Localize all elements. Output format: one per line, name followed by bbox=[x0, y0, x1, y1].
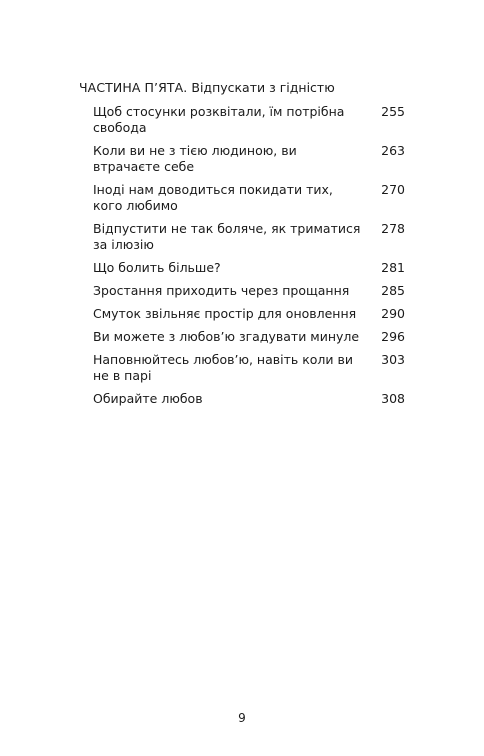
page-number: 9 bbox=[238, 711, 246, 725]
toc-entry-title: Зростання приходить через прощання bbox=[93, 283, 350, 298]
toc-entry bbox=[93, 260, 405, 276]
toc-entry bbox=[93, 143, 405, 175]
toc-entry-title: Що болить більше? bbox=[93, 260, 221, 275]
toc-entry-title: Смуток звільняє простір для оновлення bbox=[93, 306, 357, 321]
toc-entry bbox=[93, 329, 405, 345]
toc-entry-title: Іноді нам доводиться покидати тих, кого любимо bbox=[93, 182, 333, 213]
toc-entry-title: Ви можете з любов’ю згадувати минуле bbox=[93, 329, 360, 344]
toc-entry-title: Щоб стосунки розквітали, їм потрібна свобода bbox=[93, 104, 345, 135]
toc-entry-page: 263 bbox=[381, 143, 405, 158]
toc-entry-page: 303 bbox=[381, 352, 405, 367]
toc-entry-page: 281 bbox=[381, 260, 405, 275]
toc-entry-title: Наповнюйтесь любов’ю, навіть коли ви не в парі bbox=[93, 352, 353, 383]
toc-entry bbox=[93, 391, 405, 407]
toc-entry-title: Обирайте любов bbox=[93, 391, 203, 406]
toc-entry bbox=[93, 306, 405, 322]
toc-entry bbox=[93, 182, 405, 214]
toc-entry-page: 285 bbox=[381, 283, 405, 298]
toc-entry bbox=[93, 352, 405, 384]
toc-entry-title: Відпустити не так боляче, як триматися за ілюзію bbox=[93, 221, 361, 252]
part-heading bbox=[79, 80, 335, 96]
part-label: ЧАСТИНА П’ЯТА. bbox=[79, 80, 188, 95]
toc-entry bbox=[93, 283, 405, 299]
toc-entry bbox=[93, 221, 405, 253]
toc-entry-page: 278 bbox=[381, 221, 405, 236]
part-title: Відпускати з гідністю bbox=[191, 80, 335, 95]
toc-entry-page: 308 bbox=[381, 391, 405, 406]
toc-entry-page: 290 bbox=[381, 306, 405, 321]
toc-entry bbox=[93, 104, 405, 136]
toc-entry-title: Коли ви не з тією людиною, ви втрачаєте себе bbox=[93, 143, 297, 174]
toc-entry-page: 270 bbox=[381, 182, 405, 197]
table-of-contents bbox=[93, 104, 405, 414]
toc-entry-page: 255 bbox=[381, 104, 405, 119]
toc-entry-page: 296 bbox=[381, 329, 405, 344]
